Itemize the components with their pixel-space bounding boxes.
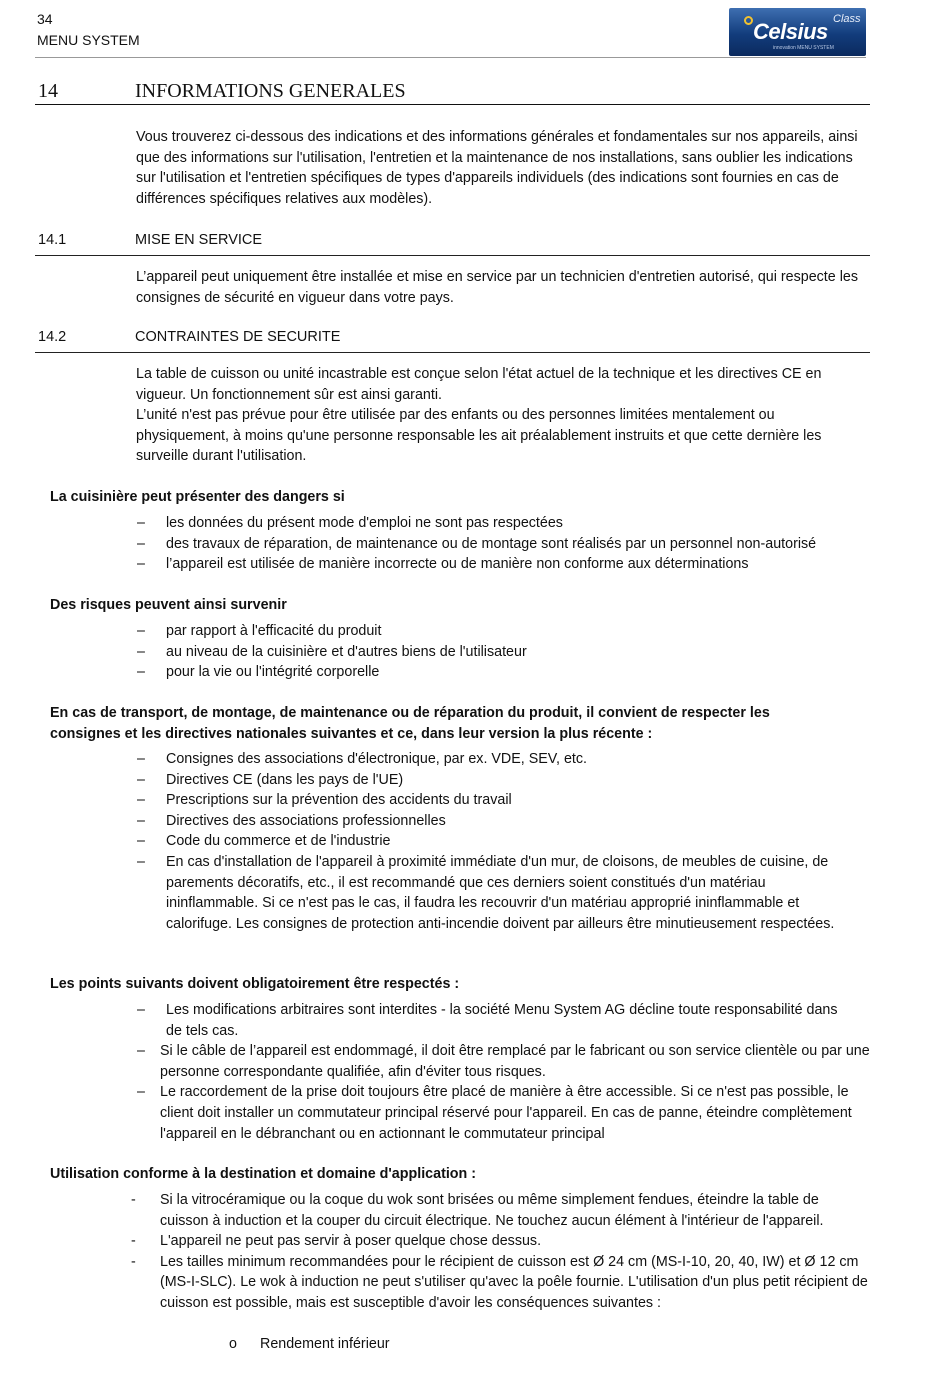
list-item-text: Directives CE (dans les pays de l'UE): [166, 771, 404, 788]
dash-marker: –: [137, 515, 145, 531]
header-divider: [35, 57, 866, 58]
dash-marker: –: [137, 623, 145, 639]
list-item: [137, 1000, 856, 1041]
company-name: MENU SYSTEM: [37, 32, 140, 48]
section-number: 14: [38, 80, 58, 102]
list-item: [137, 534, 870, 555]
list-item-text: pour la vie ou l'intégrité corporelle: [166, 664, 380, 681]
section-divider: [35, 104, 870, 105]
hyphen-marker: -: [131, 1192, 136, 1208]
subsection-1-text: L’appareil peut uniquement être installée et mise en service par un technicien d'entretien autorisé, qui respecte les consignes de sécurité en vigueur dans votre pays.: [136, 269, 858, 306]
list-item: [137, 790, 857, 811]
points-heading: Les points suivants doivent obligatoirement être respectés :: [50, 976, 460, 992]
circle-marker: o: [229, 1336, 237, 1352]
list-item-text: Code du commerce et de l'industrie: [166, 833, 391, 850]
celsius-logo: [729, 8, 866, 56]
list-item-text: En cas d'installation de l'appareil à proximité immédiate d'un mur, de cloisons, de meubles de cuisine, de parements décoratifs, etc., il est recommandé que ces derniers soient constitués d'un matériau ininflammable. Si ce n'est pas le cas, il faudra les recouvrir d'un matériau approprié ininflammable et calorifuge. Les consignes de protection anti-incendie doivent par ailleurs être minutieusement respectées.: [166, 853, 835, 932]
dash-marker: –: [137, 1084, 145, 1101]
subsection-1-number: 14.1: [38, 232, 67, 248]
dangers-list: [137, 513, 870, 575]
list-item: [131, 1252, 870, 1314]
list-item: [131, 1231, 870, 1252]
list-item-text: Les modifications arbitraires sont interdites - la société Menu System AG décline toute responsabilité dans de tels cas.: [166, 1002, 838, 1039]
dash-marker: –: [137, 535, 145, 552]
logo-ring-icon: [744, 16, 753, 25]
list-item-text: Les tailles minimum recommandées pour le récipient de cuisson est Ø 24 cm (MS-I-10, 20, 40, IW) et Ø 12 cm (MS-I-SLC). Le wok à induction ne peut s'utiliser qu'avec la poêle fournie. L'utilisation d'un plus petit récipient de cuisson est possible, mais est susceptible d'avoir les conséquences suivantes :: [160, 1253, 868, 1311]
list-item: [137, 1041, 870, 1082]
transport-list: [137, 749, 857, 934]
subsection-2-text-1: La table de cuisson ou unité incastrable est conçue selon l'état actuel de la technique et les directives CE en vigueur. Un fonctionnement sûr est ainsi garanti.: [136, 366, 822, 403]
hyphen-marker: -: [131, 1253, 136, 1270]
dash-marker: –: [137, 751, 145, 767]
dash-marker: –: [137, 853, 145, 870]
risks-heading: Des risques peuvent ainsi survenir: [50, 597, 287, 613]
list-item-text: par rapport à l'efficacité du produit: [166, 623, 382, 639]
logo-class-label: Class: [833, 13, 861, 25]
list-item-text: Si la vitrocéramique ou la coque du wok sont brisées ou même simplement fendues, éteindre la table de cuisson à induction et la couper du circuit électrique. Ne touchez aucun élément à l'intérieur de l'appareil.: [160, 1192, 824, 1229]
risks-list: [137, 621, 870, 683]
usage-sublist: [229, 1334, 729, 1355]
list-item: [137, 852, 857, 934]
subsection-2-title: CONTRAINTES DE SECURITE: [135, 329, 341, 345]
list-item: [137, 749, 857, 770]
list-item-text: Rendement inférieur: [260, 1336, 390, 1352]
dangers-heading: La cuisinière peut présenter des dangers si: [50, 489, 345, 505]
list-item: [137, 662, 870, 683]
dash-marker: –: [137, 833, 145, 850]
list-item-text: Le raccordement de la prise doit toujours être placé de manière à être accessible. Si ce n'est pas possible, le client doit installer un commutateur principal réservé pour l'appareil. En cas de panne, éteindre complètement l'appareil en le débranchant ou en actionnant le commutateur principal: [160, 1084, 852, 1142]
dash-marker: –: [137, 1002, 145, 1018]
list-item: [137, 513, 870, 534]
points-list: [137, 1000, 870, 1144]
subsection-2-number: 14.2: [38, 329, 67, 345]
page-number: 34: [37, 11, 53, 27]
list-item: [137, 642, 870, 663]
list-item-text: Prescriptions sur la prévention des accidents du travail: [166, 792, 512, 809]
list-item-text: les données du présent mode d'emploi ne sont pas respectées: [166, 515, 563, 531]
section-title: INFORMATIONS GENERALES: [135, 80, 406, 102]
usage-heading: Utilisation conforme à la destination et domaine d'application :: [50, 1166, 477, 1182]
dash-marker: –: [137, 792, 145, 809]
list-item-text: Directives des associations professionnelles: [166, 812, 446, 829]
list-item: [137, 770, 857, 791]
intro-paragraph: Vous trouverez ci-dessous des indications et des informations générales et fondamentales sur nos appareils, ainsi que des informations sur l'utilisation, l'entretien et la maintenance de nos installations, sans oublier les indications sur l'utilisation et l'entretien spécifiques de types d'appareils individuels (des indications sont fournies en cas de différences spécifiques relatives aux modèles).: [136, 129, 858, 207]
list-item: [137, 1082, 870, 1144]
dash-marker: –: [137, 771, 145, 788]
logo-tagline: innovation MENU SYSTEM: [773, 45, 834, 51]
list-item-text: des travaux de réparation, de maintenance ou de montage sont réalisés par un personnel non-autorisé: [166, 535, 817, 552]
transport-heading: En cas de transport, de montage, de maintenance ou de réparation du produit, il convient de respecter les consignes et les directives nationales suivantes et ce, dans leur version la plus récente :: [50, 705, 770, 742]
list-item: [137, 621, 870, 642]
dash-marker: –: [137, 556, 145, 573]
list-item: [229, 1334, 729, 1355]
dash-marker: –: [137, 643, 145, 660]
list-item: [131, 1190, 870, 1231]
subsection-1-title: MISE EN SERVICE: [135, 232, 263, 248]
usage-list: [131, 1190, 870, 1314]
subsection-2-divider: [35, 352, 870, 353]
list-item: [137, 831, 857, 852]
list-item: [137, 554, 870, 575]
list-item-text: Si le câble de l’appareil est endommagé, il doit être remplacé par le fabricant ou son service clientèle ou par une personne correspondante qualifiée, afin d'éviter tous risques.: [160, 1043, 870, 1080]
list-item-text: l’appareil est utilisée de manière incorrecte ou de manière non conforme aux déterminations: [166, 556, 749, 573]
hyphen-marker: -: [131, 1233, 136, 1250]
list-item-text: Consignes des associations d'électronique, par ex. VDE, SEV, etc.: [166, 751, 588, 767]
dash-marker: –: [137, 664, 145, 681]
subsection-2-text-2: L’unité n'est pas prévue pour être utilisée par des enfants ou des personnes limitées mentalement ou physiquement, à moins qu'une personne responsable les ait préalablement instruits et que cette dernière les surveille durant l'utilisation.: [136, 407, 822, 465]
logo-word: Celsius: [753, 19, 828, 44]
subsection-1-divider: [35, 255, 870, 256]
dash-marker: –: [137, 1043, 145, 1060]
dash-marker: –: [137, 812, 145, 829]
list-item: [137, 811, 857, 832]
list-item-text: au niveau de la cuisinière et d'autres biens de l'utilisateur: [166, 643, 527, 660]
list-item-text: L'appareil ne peut pas servir à poser quelque chose dessus.: [160, 1233, 542, 1250]
